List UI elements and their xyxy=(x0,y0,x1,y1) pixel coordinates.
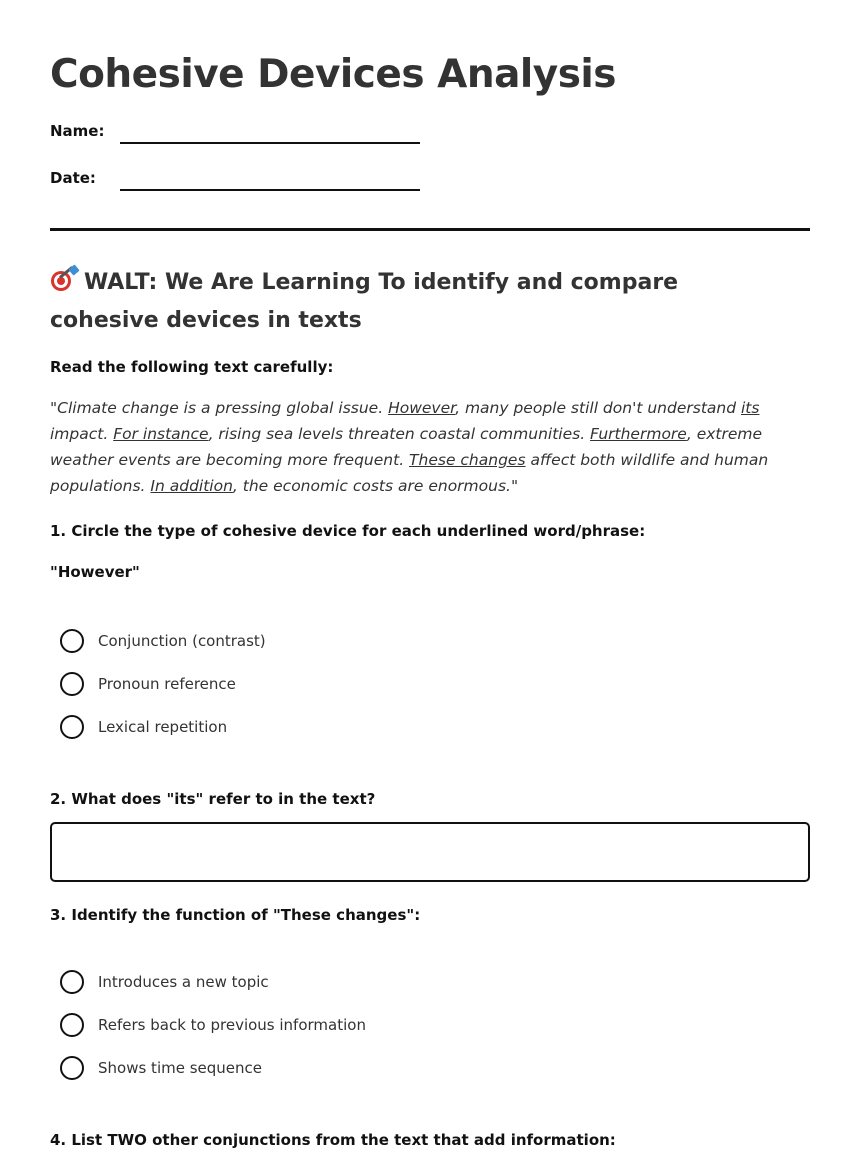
page-title: Cohesive Devices Analysis xyxy=(50,52,616,97)
underlined-device: However xyxy=(388,399,456,417)
radio-circle[interactable] xyxy=(60,1056,84,1080)
underlined-device: its xyxy=(740,399,760,417)
question-4: 4. List TWO other conjunctions from the text that add information: xyxy=(50,1131,616,1149)
radio-circle[interactable] xyxy=(60,672,84,696)
underlined-device: These changes xyxy=(409,451,526,469)
radio-circle[interactable] xyxy=(60,629,84,653)
radio-circle[interactable] xyxy=(60,970,84,994)
passage-segment: , many people still don't understand xyxy=(455,399,741,417)
name-label: Name: xyxy=(50,122,105,140)
passage-segment: "Climate change is a pressing global issue. xyxy=(50,399,389,417)
name-input-line[interactable] xyxy=(120,142,420,144)
passage-text xyxy=(50,395,785,499)
radio-circle[interactable] xyxy=(60,715,84,739)
question-2: 2. What does "its" refer to in the text? xyxy=(50,790,376,808)
target-dart-icon xyxy=(50,266,80,292)
question-3: 3. Identify the function of "These changes": xyxy=(50,906,421,924)
date-input-line[interactable] xyxy=(120,189,420,191)
read-instruction: Read the following text carefully: xyxy=(50,358,334,376)
walt-text: WALT: We Are Learning To identify and compare cohesive devices in texts xyxy=(50,270,679,333)
underlined-device: In addition xyxy=(150,477,233,495)
passage-segment: , extreme weather events are becoming more frequent. xyxy=(50,425,763,469)
option-label: Shows time sequence xyxy=(98,1059,262,1077)
header-divider xyxy=(50,228,810,231)
walt-heading xyxy=(50,264,790,340)
passage-segment: , the economic costs are enormous." xyxy=(232,477,519,495)
option-label: Lexical repetition xyxy=(98,718,228,736)
passage-segment: , rising sea levels threaten coastal communities. xyxy=(208,425,591,443)
option-label: Refers back to previous information xyxy=(98,1016,366,1034)
date-label: Date: xyxy=(50,169,96,187)
question-1: 1. Circle the type of cohesive device for each underlined word/phrase: xyxy=(50,522,646,540)
q2-answer-box[interactable] xyxy=(50,822,810,882)
option-label: Conjunction (contrast) xyxy=(98,632,266,650)
underlined-device: Furthermore xyxy=(590,425,687,443)
option-label: Pronoun reference xyxy=(98,675,236,693)
passage-segment: affect both wildlife and human populations. xyxy=(50,451,769,495)
radio-circle[interactable] xyxy=(60,1013,84,1037)
option-label: Introduces a new topic xyxy=(98,973,269,991)
underlined-device: For instance xyxy=(113,425,209,443)
question-1-word: "However" xyxy=(50,563,140,581)
passage-segment: impact. xyxy=(50,425,114,443)
